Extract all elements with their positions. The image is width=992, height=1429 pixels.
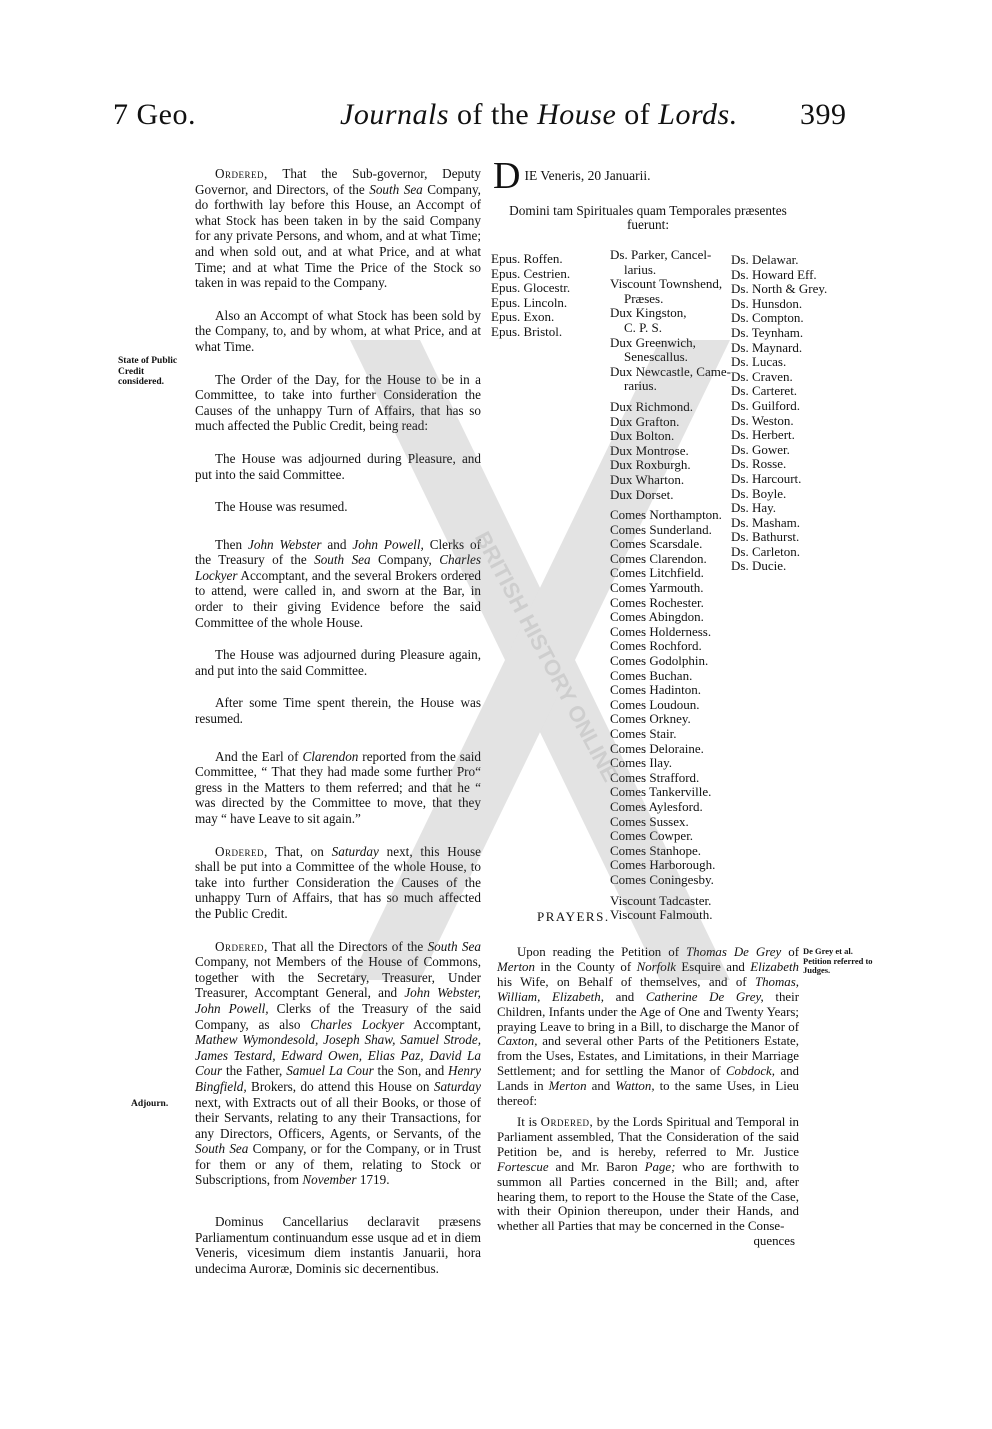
list-item: Comes Sussex. xyxy=(610,813,689,829)
list-item: Ds. Carleton. xyxy=(731,543,800,559)
text: and several other Parts of the Petitioners Estate, from the Uses, Estates, and Limitations, in their Marriage Settlement; and for settling the Manor of xyxy=(497,1034,799,1079)
list-item: Dux Roxburgh. xyxy=(610,457,691,473)
title-lords: Lords. xyxy=(658,98,738,131)
text: the Father, xyxy=(222,1063,287,1079)
list-item: Ds. Teynham. xyxy=(731,324,804,340)
list-item: Ds. North & Grey. xyxy=(731,281,828,297)
margin-note-public-credit: State of Public Credit considered. xyxy=(118,356,178,387)
list-item: Ds. Weston. xyxy=(731,412,794,428)
ordered-lead: Ordered, xyxy=(215,843,268,859)
list-item: Ds. Compton. xyxy=(731,310,804,326)
italic-text: Watton, xyxy=(615,1079,655,1094)
date-text: IE Veneris, 20 Januarii. xyxy=(524,168,651,183)
italic-text: Merton xyxy=(497,959,535,974)
italic-text: South Sea xyxy=(314,552,371,568)
list-item: Ds. Maynard. xyxy=(731,339,803,355)
list-item: Comes Stanhope. xyxy=(610,842,701,858)
list-item: Comes Litchfield. xyxy=(610,565,704,581)
text: And the Earl of xyxy=(215,748,303,764)
text: That the Sub-governor, Deputy Governor, and Directors, of the xyxy=(195,166,481,197)
list-item: Ds. Hunsdon. xyxy=(731,295,803,311)
list-item: Epus. Bristol. xyxy=(491,323,563,339)
text: That, on xyxy=(267,843,332,859)
list-item: Ds. Bathurst. xyxy=(731,529,800,545)
text: to the same Uses, in Lieu thereof: xyxy=(497,1079,799,1109)
present-heading-line-2: fuerunt: xyxy=(626,217,670,232)
text: by the Lords Spiritual and Temporal in Parliament assembled, That the Consideration of the said Petition be, and is hereby, referred to Mr. Justice xyxy=(497,1114,799,1159)
margin-note-de-grey-petition: De Grey et al. Petition referred to Judges. xyxy=(803,946,873,975)
text: Company, xyxy=(370,552,440,568)
list-item: Comes Scarsdale. xyxy=(610,536,703,552)
text: their Children, Infants under the Age of One and Twenty Years; praying Leave to bring in a Bill, to discharge the Manor of xyxy=(497,989,799,1034)
ordered-lead: Ordered, xyxy=(540,1114,594,1129)
text: reported from the said Committee, “ That they had made some further Pro“ gress in the Matters to them referred; and that he “ was directed by the Committee to move, that they may “ have Leave to sit again.” xyxy=(195,748,481,826)
text: who are forthwith to summon all Parties concerned in the Bill; and, after hearing them, to report to the House the State of the Case, with their Opinion thereupon, under their Hands, and whether all Parties that may be concerned in the Conse- xyxy=(497,1159,799,1234)
list-item: Epus. Glocestr. xyxy=(491,280,571,296)
list-item: Comes Tankerville. xyxy=(610,784,712,800)
title-of: of xyxy=(616,98,659,131)
italic-text: South Sea xyxy=(427,938,481,954)
list-item: Ds. Ducie. xyxy=(731,558,787,574)
de-grey-petition xyxy=(497,945,799,1109)
italic-text: Charles Lockyer xyxy=(310,1016,405,1032)
list-item: Ds. Masham. xyxy=(731,514,800,530)
list-item: Comes Rochester. xyxy=(610,594,704,610)
italic-text: John Webster xyxy=(248,536,322,552)
italic-text: Thomas, William, Elizabeth, xyxy=(497,974,799,1004)
list-item: Dux Newcastle, Came- xyxy=(610,363,731,379)
italic-text: Samuel La Cour xyxy=(286,1063,374,1079)
list-item: Comes Sunderland. xyxy=(610,521,712,537)
list-item: Præses. xyxy=(624,290,664,306)
list-item: Epus. Cestrien. xyxy=(491,265,571,281)
list-item: Comes Holderness. xyxy=(610,623,712,639)
text: and Mr. Baron xyxy=(548,1159,645,1174)
list-item: Comes Strafford. xyxy=(610,769,700,785)
list-item: Comes Buchan. xyxy=(610,667,693,683)
italic-text: Merton xyxy=(548,1079,587,1094)
text: next, this House shall be put into a Committee of the whole House, to take into further Consideration the Causes of the unhappy Turn of Affairs, that has so much affected the Public Credit. xyxy=(195,843,481,921)
text: Company, or for the Company, or in Trust for them or any of them, relating to Stock or Subscriptions, from xyxy=(195,1141,481,1188)
clerks-sworn-paragraph xyxy=(195,537,481,631)
clarendon-report xyxy=(195,749,481,827)
list-item: Dux Grafton. xyxy=(610,413,680,429)
order-accompt-stock-taken xyxy=(195,166,481,291)
text: Accomptant, and the several Brokers ordered to attend, were called in, and sworn at the Bar, in order to their giving Evidence before the said Committee of the whole House. xyxy=(195,567,481,630)
text: Accomptant, xyxy=(404,1016,481,1032)
italic-text: Catherine De Grey, xyxy=(645,989,764,1004)
house-resumed-2: After some Time spent therein, the House was resumed. xyxy=(195,695,481,727)
list-item: Epus. Lincoln. xyxy=(491,294,568,310)
list-item: Viscount Falmouth. xyxy=(610,907,713,923)
list-item: Dux Greenwich, xyxy=(610,334,696,350)
italic-text: South Sea xyxy=(369,181,423,197)
list-item: Comes Cowper. xyxy=(610,828,694,844)
bishops-list xyxy=(491,252,601,340)
catchword: quences xyxy=(753,1234,795,1249)
text: Then xyxy=(215,536,248,552)
sitting-date xyxy=(493,155,793,197)
list-item: Comes Clarendon. xyxy=(610,550,707,566)
list-item: Comes Godolphin. xyxy=(610,653,709,669)
present-heading xyxy=(503,204,793,232)
list-item: Dux Richmond. xyxy=(610,398,694,414)
list-item: Epus. Exon. xyxy=(491,309,555,325)
list-item: Ds. Carteret. xyxy=(731,383,798,399)
title-journals: Journals xyxy=(340,98,449,131)
list-item: Senescallus. xyxy=(624,349,688,365)
list-item: Comes Loudoun. xyxy=(610,696,700,712)
list-item: Ds. Delawar. xyxy=(731,252,799,267)
reference-to-judges xyxy=(497,1115,799,1234)
adjournment-latin: Dominus Cancellarius declaravit præsens Parliamentum continuandum esse usque ad et in diem Veneris, vicesimum diem instantis Januarii, hora undecima Auroræ, Dominis sic decernentibus. xyxy=(195,1214,481,1276)
present-heading-line-1: Domini tam Spirituales quam Temporales præsentes xyxy=(509,203,787,218)
text: in the County of xyxy=(534,959,637,974)
list-item: Comes Deloraine. xyxy=(610,740,704,756)
list-item: Ds. Harcourt. xyxy=(731,470,802,486)
italic-text: John Powell, xyxy=(352,536,424,552)
italic-text: Clarendon xyxy=(302,748,359,764)
list-item: Comes Ilay. xyxy=(610,755,672,771)
list-item: Ds. Howard Eff. xyxy=(731,266,817,282)
italic-text: November xyxy=(302,1172,357,1188)
text: Esquire and xyxy=(676,959,751,974)
text: Brokers, do attend this House on xyxy=(246,1078,434,1094)
list-item: Ds. Rosse. xyxy=(731,456,787,472)
text: Upon reading the Petition of xyxy=(517,945,687,959)
text: and xyxy=(603,989,646,1004)
list-item: Comes Orkney. xyxy=(610,711,691,727)
temporal-lords-list xyxy=(610,248,730,923)
text: Clerks of the Treasury of the said Company, as also xyxy=(195,1000,481,1032)
ordered-lead: Ordered, xyxy=(215,938,268,954)
italic-text: Thomas De Grey xyxy=(686,945,782,959)
italic-text: Page; xyxy=(644,1159,676,1174)
text: That all the Directors of the xyxy=(267,938,428,954)
italic-text: Norfolk xyxy=(636,959,676,974)
list-item: Ds. Parker, Cancel- xyxy=(610,247,712,262)
list-item: Ds. Lucas. xyxy=(731,354,787,370)
house-adjourned-1: The House was adjourned during Pleasure, and put into the said Committee. xyxy=(195,450,481,482)
text: his Wife, on Behalf of themselves, and of xyxy=(497,974,755,989)
text: next, with Extracts out of all their Books, or those of their Servants, relating to any their Transactions, for any Directors, Officers, Agents, or Servants, of the xyxy=(195,1094,481,1141)
list-item: Comes Hadinton. xyxy=(610,682,701,698)
list-item: Dux Wharton. xyxy=(610,471,685,487)
page-number: 399 xyxy=(800,98,847,131)
list-item: Comes Rochford. xyxy=(610,638,702,654)
title-house: House xyxy=(537,98,617,131)
italic-text: Charles Lockyer xyxy=(195,552,481,583)
list-item: Ds. Guilford. xyxy=(731,397,800,413)
date-drop-initial: D xyxy=(493,155,521,197)
italic-text: Cobdock, xyxy=(725,1064,775,1079)
text: and Lands in xyxy=(497,1064,799,1094)
list-item: Comes Harborough. xyxy=(610,857,716,873)
italic-text: Fortescue xyxy=(497,1159,549,1174)
running-head-title xyxy=(340,98,738,132)
ordered-lead: Ordered, xyxy=(215,166,268,181)
italic-text: Mathew Wymondesold, Joseph Shaw, Samuel Strode, James Testard, Edward Owen, Elias Paz, David La Cour xyxy=(195,1032,481,1079)
list-item: Ds. Gower. xyxy=(731,441,790,457)
list-item: C. P. S. xyxy=(624,319,662,335)
list-item: Dux Montrose. xyxy=(610,442,689,458)
list-item: Ds. Herbert. xyxy=(731,427,795,443)
list-item: Viscount Tadcaster. xyxy=(610,892,712,908)
text: Company, not Members of the House of Commons, together with the Secretary, Treasurer, Under Treasurer, Accomptant General, and xyxy=(195,954,481,1001)
italic-text: John Webster, John Powell, xyxy=(195,985,481,1016)
title-of-the: of the xyxy=(449,98,538,131)
list-item: Dux Dorset. xyxy=(610,486,674,502)
list-item: Ds. Craven. xyxy=(731,368,793,384)
list-item: Dux Kingston, xyxy=(610,305,687,321)
list-item: Comes Northampton. xyxy=(610,507,722,523)
text: 1719. xyxy=(356,1172,390,1188)
list-item: Ds. Hay. xyxy=(731,500,777,516)
order-of-day-paragraph: The Order of the Day, for the House to be in a Committee, to take into further Consideration the Causes of the unhappy Turn of Affairs, that has so much affected the Public Credit, being read: xyxy=(195,371,481,434)
list-item: Epus. Roffen. xyxy=(491,251,563,266)
list-item: Ds. Boyle. xyxy=(731,485,787,501)
order-committee-saturday xyxy=(195,844,481,922)
list-item: Dux Bolton. xyxy=(610,428,675,444)
italic-text: Saturday xyxy=(433,1078,481,1094)
prayers-heading: PRAYERS. xyxy=(537,909,610,924)
list-item: Comes Aylesford. xyxy=(610,798,703,814)
text: Company, do forthwith lay before this House, an Accompt of what Stock has been taken in by the said Company for any private Persons, and whom, and at what Time; and when sold out, and at what Price, and at what Time; and at what Time the Price of the Stock so taken in was repaid to the Company. xyxy=(195,181,481,291)
list-item: Comes Yarmouth. xyxy=(610,580,704,596)
list-item: Viscount Townshend, xyxy=(610,276,723,292)
accompt-stock-sold: Also an Accompt of what Stock has been sold by the Company, to, and by whom, at what Price, and at what Time. xyxy=(195,307,481,354)
text: and xyxy=(321,536,353,552)
barons-list xyxy=(731,253,851,574)
right-column-prayers xyxy=(497,945,799,1249)
text: the Son, and xyxy=(373,1063,449,1079)
margin-note-adjourn: Adjourn. xyxy=(131,1099,169,1109)
list-item: rarius. xyxy=(624,378,657,394)
italic-text: Henry Bingfield, xyxy=(195,1063,481,1094)
watermark-text: BRITISH HISTORY ONLINE xyxy=(469,527,624,786)
italic-text: South Sea xyxy=(195,1141,249,1157)
text: of xyxy=(781,945,799,959)
italic-text: Elizabeth xyxy=(750,959,799,974)
text: and xyxy=(586,1079,616,1094)
list-item: Comes Abingdon. xyxy=(610,609,704,625)
running-head-regnal-year: 7 Geo. xyxy=(113,98,196,131)
order-directors-attend xyxy=(195,939,481,1189)
left-column xyxy=(195,166,481,1293)
list-item: Comes Coningesby. xyxy=(610,871,714,887)
text: Clerks of the Treasury of the xyxy=(195,536,482,568)
list-item: larius. xyxy=(624,261,657,277)
list-item: Comes Stair. xyxy=(610,726,677,741)
house-resumed-1: The House was resumed. xyxy=(215,499,348,515)
italic-text: Saturday xyxy=(331,843,379,859)
house-adjourned-2: The House was adjourned during Pleasure again, and put into the said Committee. xyxy=(195,647,481,678)
text: It is xyxy=(517,1114,541,1129)
italic-text: Caxton, xyxy=(497,1034,538,1049)
